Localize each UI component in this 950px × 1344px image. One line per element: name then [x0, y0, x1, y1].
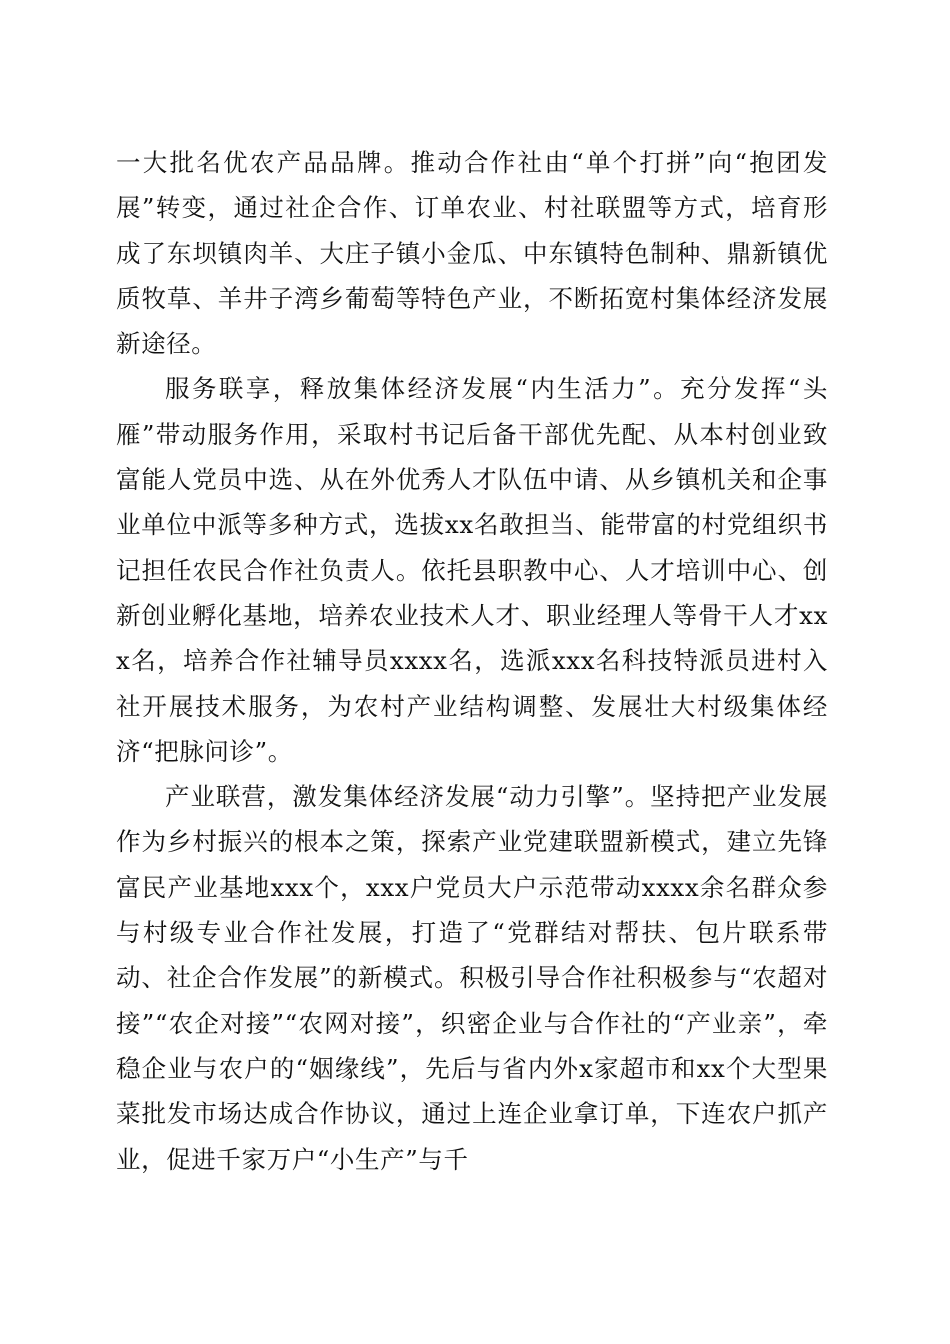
- document-body: [116, 140, 828, 1182]
- paragraph-3: 产业联营，激发集体经济发展“动力引擎”。坚持把产业发展作为乡村振兴的根本之策，探索产业党建联盟新模式，建立先锋富民产业基地xxx个，xxx户党员大户示范带动xxxx余名群众参与村级专业合作社发展，打造了“党群结对帮扶、包片联系带动、社企合作发展”的新模式。积极引导合作社积极参与“农超对接”“农企对接”“农网对接”，织密企业与合作社的“产业亲”，牵稳企业与农户的“姻缘线”，先后与省内外x家超市和xx个大型果菜批发市场达成合作协议，通过上连企业拿订单，下连农户抓产业，促进千家万户“小生产”与千: [116, 782, 828, 1174]
- paragraph-2: 服务联享，释放集体经济发展“内生活力”。充分发挥“头雁”带动服务作用，采取村书记后备干部优先配、从本村创业致富能人党员中选、从在外优秀人才队伍中请、从乡镇机关和企事业单位中派等多种方式，选拔xx名敢担当、能带富的村党组织书记担任农民合作社负责人。依托县职教中心、人才培训中心、创新创业孵化基地，培养农业技术人才、职业经理人等骨干人才xxx名，培养合作社辅导员xxxx名，选派xxx名科技特派员进村入社开展技术服务，为农村产业结构调整、发展壮大村级集体经济“把脉问诊”。: [116, 374, 828, 766]
- paragraph-1: 一大批名优农产品品牌。推动合作社由“单个打拼”向“抱团发展”转变，通过社企合作、订单农业、村社联盟等方式，培育形成了东坝镇肉羊、大庄子镇小金瓜、中东镇特色制种、鼎新镇优质牧草、羊井子湾乡葡萄等特色产业，不断拓宽村集体经济发展新途径。: [116, 148, 828, 359]
